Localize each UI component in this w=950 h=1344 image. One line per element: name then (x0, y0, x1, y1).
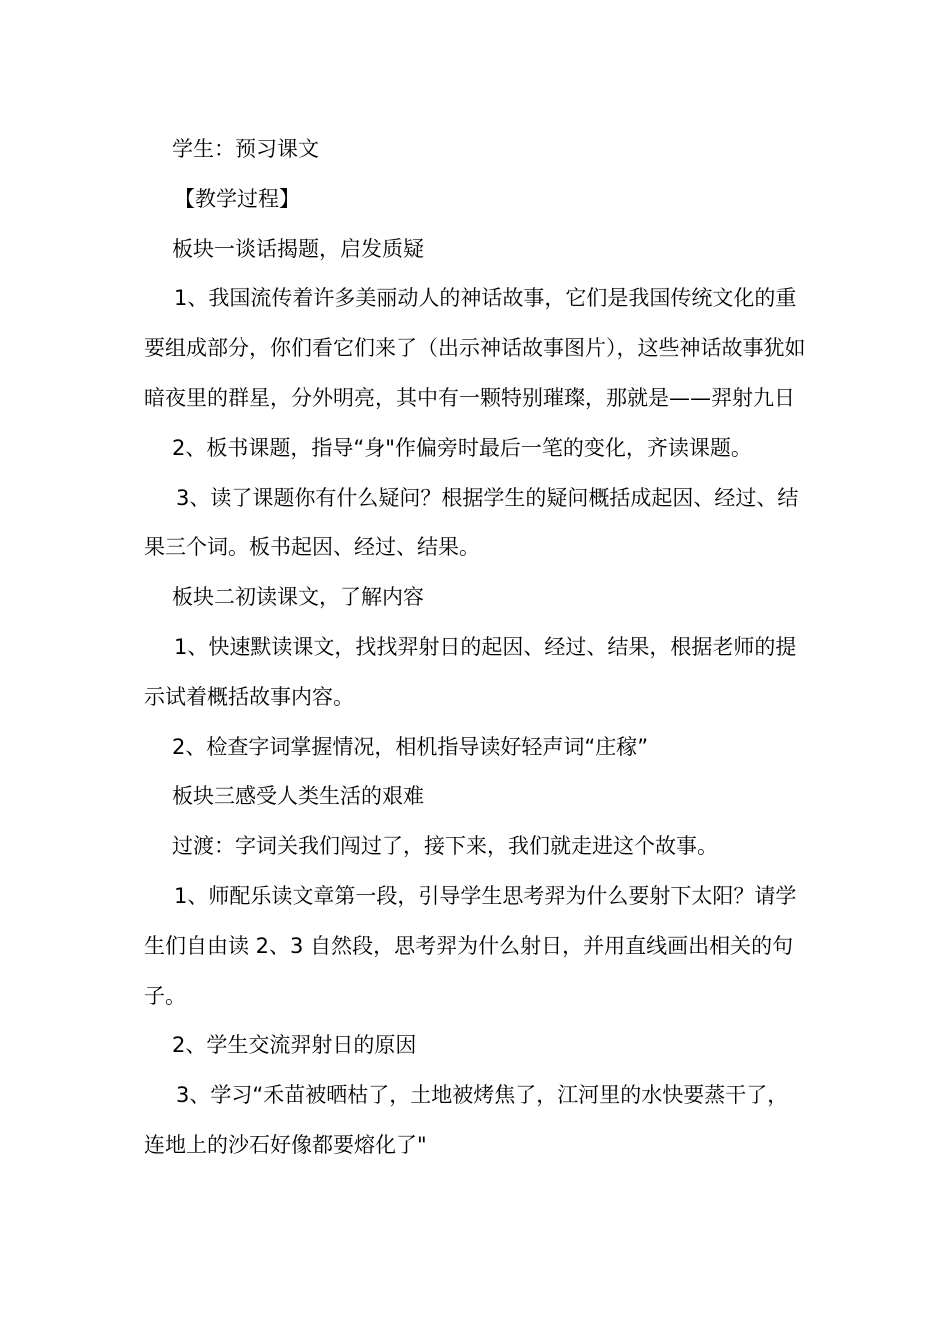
paragraph-transition: 过渡：字词关我们闯过了，接下来，我们就走进这个故事。 (172, 834, 718, 859)
document-body (144, 125, 808, 1171)
paragraph-step-1: 1、我国流传着许多美丽动人的神话故事，它们是我国传统文化的重要组成部分，你们看它们来了（出示神话故事图片），这些神话故事犹如暗夜里的群星，分外明亮，其中有一颗特别璀璨，那就是——羿射九日 (144, 286, 806, 410)
section-heading-block-one: 板块一谈话揭题，启发质疑 (172, 236, 424, 261)
paragraph-block-two-step-1: 1、快速默读课文，找找羿射日的起因、经过、结果，根据老师的提示试着概括故事内容。 (144, 634, 797, 709)
paragraph-step-2: 2、板书课题，指导“身"作偏旁时最后一笔的变化，齐读课题。 (172, 435, 752, 460)
paragraph-block-three-step-1: 1、师配乐读文章第一段，引导学生思考羿为什么要射下太阳？请学生们自由读 2、3 自然段，思考羿为什么射日，并用直线画出相关的句子。 (144, 883, 797, 1008)
paragraph-block-two-step-2: 2、检查字词掌握情况，相机指导读好轻声词“庄稼” (172, 734, 649, 759)
section-heading-teaching-process: 【教学过程】 (174, 186, 300, 211)
section-heading-block-three: 板块三感受人类生活的艰难 (172, 784, 424, 809)
paragraph-step-3: 3、读了课题你有什么疑问？根据学生的疑问概括成起因、经过、结果三个词。板书起因、经过、结果。 (144, 485, 799, 560)
paragraph-block-three-step-2: 2、学生交流羿射日的原因 (172, 1033, 417, 1058)
section-heading-block-two: 板块二初读课文，了解内容 (172, 585, 424, 610)
paragraph-preparation: 学生：预习课文 (172, 137, 319, 161)
paragraph-block-three-step-3: 3、学习“禾苗被晒枯了，土地被烤焦了，江河里的水快要蒸干了，连地上的沙石好像都要熔化了" (144, 1083, 789, 1157)
